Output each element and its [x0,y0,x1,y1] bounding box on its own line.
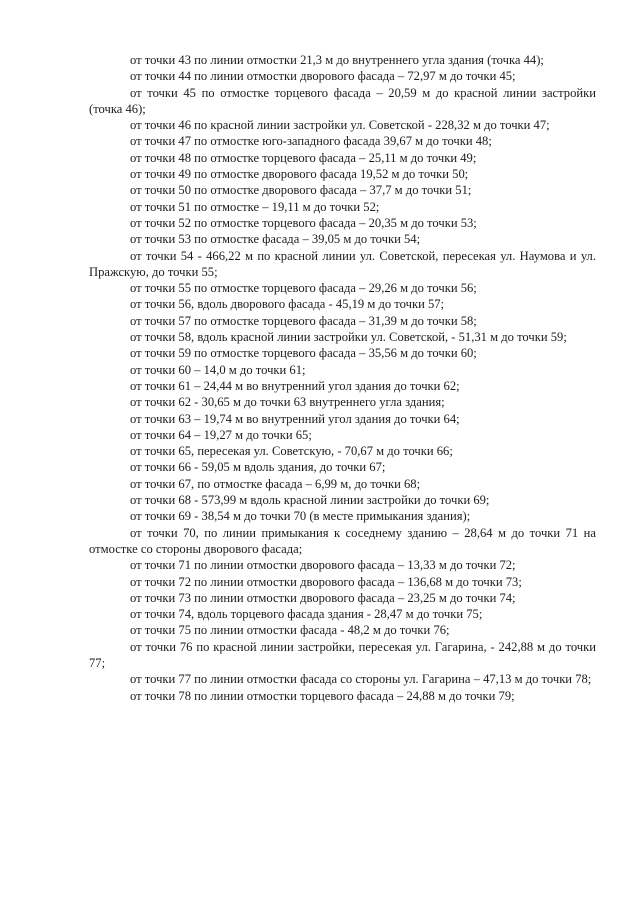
paragraph: от точки 58, вдоль красной линии застройки ул. Советской, - 51,31 м до точки 59; [130,330,567,345]
paragraph: от точки 48 по отмостке торцевого фасада – 25,11 м до точки 49; [130,150,477,165]
paragraph: от точки 45 по отмостке торцевого фасада – 20,59 м до красной линии застройки (точка 46); [89,85,596,116]
paragraph: от точки 60 – 14,0 м до точки 61; [130,362,306,377]
paragraph: от точки 56, вдоль дворового фасада - 45,19 м до точки 57; [130,297,445,312]
paragraph: от точки 64 – 19,27 м до точки 65; [130,427,312,442]
document-body [89,52,596,704]
paragraph: от точки 49 по отмостке дворового фасада 19,52 м до точки 50; [130,167,469,182]
paragraph: от точки 44 по линии отмостки дворового фасада – 72,97 м до точки 45; [130,69,516,84]
paragraph: от точки 75 по линии отмостки фасада - 48,2 м до точки 76; [130,623,450,638]
paragraph: от точки 61 – 24,44 м во внутренний угол здания до точки 62; [130,378,460,393]
paragraph: от точки 65, пересекая ул. Советскую, - 70,67 м до точки 66; [130,444,453,459]
paragraph: от точки 52 по отмостке торцевого фасада – 20,35 м до точки 53; [130,215,477,230]
paragraph: от точки 76 по красной линии застройки, пересекая ул. Гагарина, - 242,88 м до точки 77; [89,639,596,670]
paragraph: от точки 72 по линии отмостки дворового фасада – 136,68 м до точки 73; [130,574,522,589]
paragraph: от точки 51 по отмостке – 19,11 м до точки 52; [130,199,380,214]
paragraph: от точки 71 по линии отмостки дворового фасада – 13,33 м до точки 72; [130,558,516,573]
paragraph: от точки 62 - 30,65 м до точки 63 внутреннего угла здания; [130,395,445,410]
paragraph: от точки 77 по линии отмостки фасада со стороны ул. Гагарина – 47,13 м до точки 78; [130,672,592,687]
paragraph: от точки 43 по линии отмостки 21,3 м до внутреннего угла здания (точка 44); [130,53,544,67]
paragraph: от точки 57 по отмостке торцевого фасада – 31,39 м до точки 58; [130,313,477,328]
paragraph: от точки 69 - 38,54 м до точки 70 (в месте примыкания здания); [130,509,471,524]
paragraph: от точки 46 по красной линии застройки ул. Советской - 228,32 м до точки 47; [130,118,550,133]
paragraph: от точки 74, вдоль торцевого фасада здания - 28,47 м до точки 75; [130,607,483,622]
paragraph: от точки 67, по отмостке фасада – 6,99 м, до точки 68; [130,476,421,491]
paragraph: от точки 68 - 573,99 м вдоль красной линии застройки до точки 69; [130,493,490,508]
paragraph: от точки 66 - 59,05 м вдоль здания, до точки 67; [130,460,386,475]
paragraph: от точки 78 по линии отмостки торцевого фасада – 24,88 м до точки 79; [130,688,515,703]
paragraph: от точки 53 по отмостке фасада – 39,05 м до точки 54; [130,232,421,247]
paragraph: от точки 47 по отмостке юго-западного фасада 39,67 м до точки 48; [130,134,492,149]
paragraph: от точки 63 – 19,74 м во внутренний угол здания до точки 64; [130,411,460,426]
paragraph: от точки 55 по отмостке торцевого фасада – 29,26 м до точки 56; [130,281,477,296]
paragraph: от точки 73 по линии отмостки дворового фасада – 23,25 м до точки 74; [130,590,516,605]
paragraph: от точки 50 по отмостке дворового фасада – 37,7 м до точки 51; [130,183,472,198]
paragraph: от точки 54 - 466,22 м по красной линии ул. Советской, пересекая ул. Наумова и ул. Пражскую, до точки 55; [89,248,596,279]
paragraph: от точки 70, по линии примыкания к соседнему зданию – 28,64 м до точки 71 на отмостке со стороны дворового фасада; [89,525,596,556]
paragraph: от точки 59 по отмостке торцевого фасада – 35,56 м до точки 60; [130,346,477,361]
